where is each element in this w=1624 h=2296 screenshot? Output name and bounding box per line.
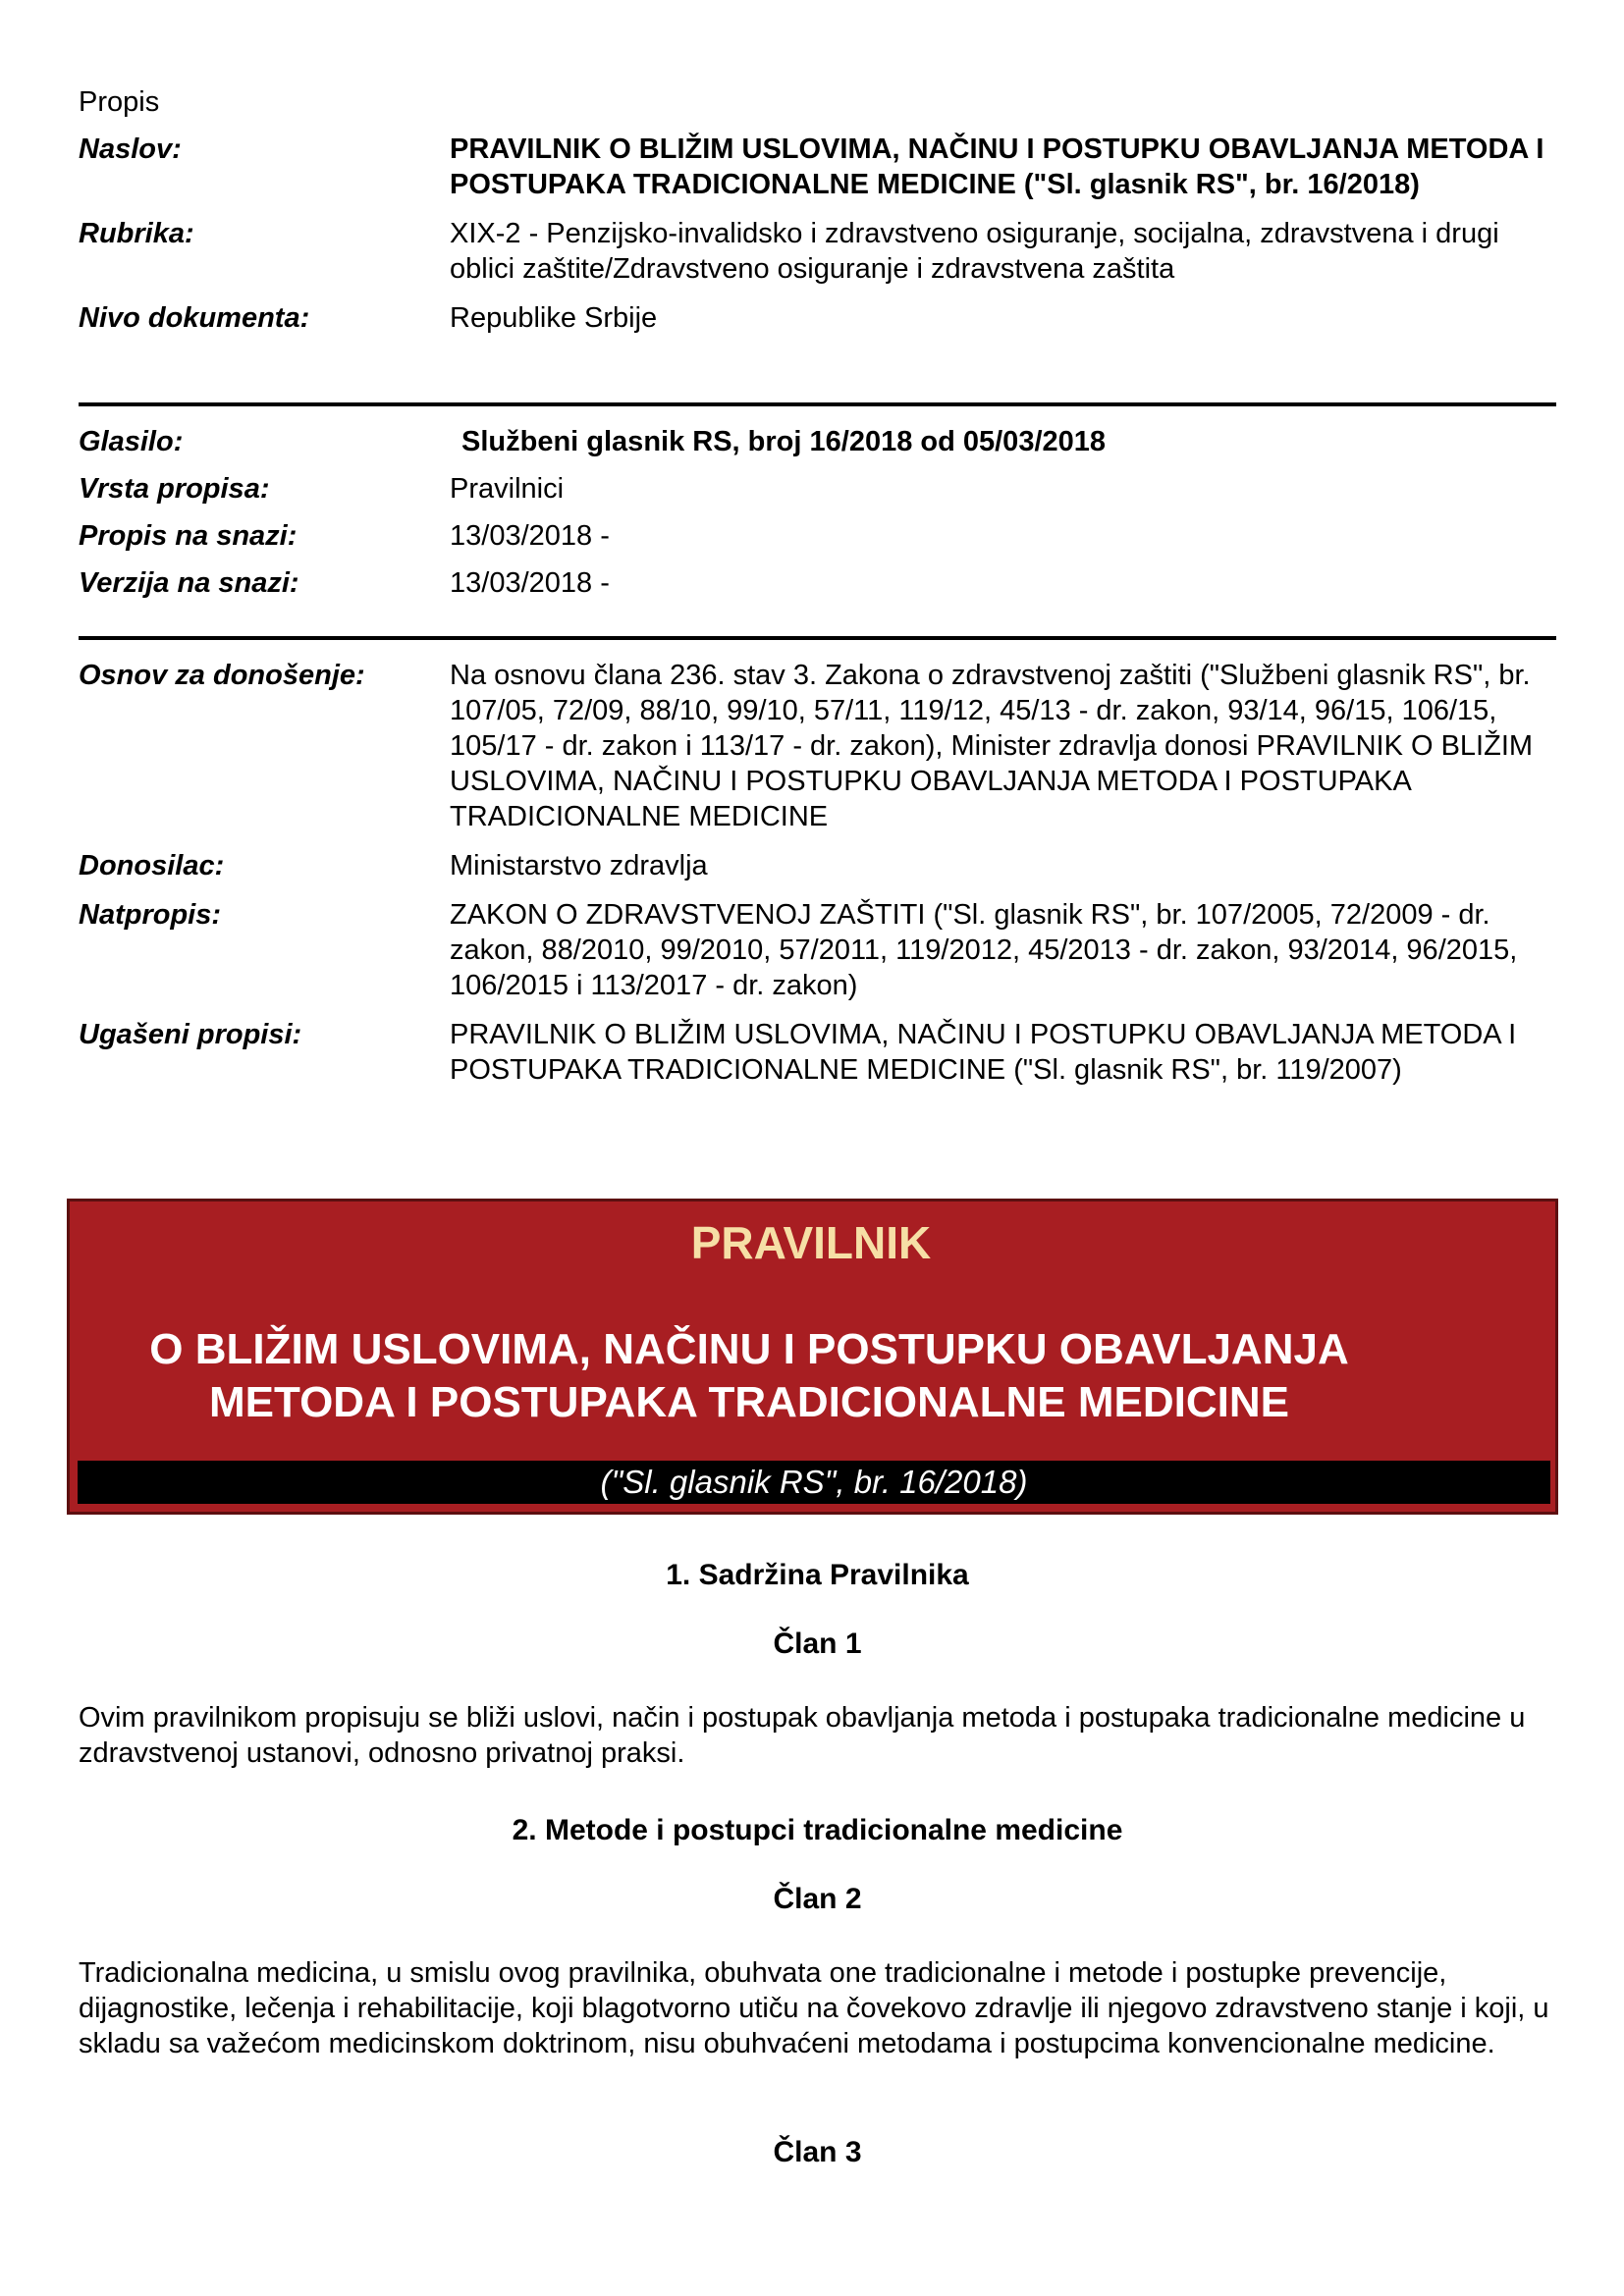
- meta-value-glasilo: Službeni glasnik RS, broj 16/2018 od 05/03/2018: [461, 426, 1107, 457]
- meta-value-propis-na-snazi: 13/03/2018 -: [450, 520, 610, 552]
- meta-label-verzija: Verzija na snazi:: [79, 567, 299, 599]
- section-heading: 1. Sadržina Pravilnika: [666, 1559, 969, 1591]
- meta-value-verzija: 13/03/2018 -: [450, 567, 610, 599]
- divider-rule: [79, 402, 1556, 406]
- meta-label-glasilo: Glasilo:: [79, 426, 184, 457]
- article-text: Ovim pravilnikom propisuju se bliži uslovi, način i postupak obavljanja metoda i postupaka tradicionalne medicine u zdravstvenoj ustanovi, odnosno privatnoj praksi.: [79, 1702, 1526, 1769]
- article-text: Tradicionalna medicina, u smislu ovog pravilnika, obuhvata one tradicionalne i metode i postupke prevencije, dijagnostike, lečenja i rehabilitacije, koji blagotvorno utiču na čovekovo zdravlje ili njegovo zdravstveno stanje i koji, u skladu sa važećom medicinskom doktrinom, nisu obuhvaćeni metodama i postupcima konvencionalne medicine.: [79, 1957, 1549, 2059]
- meta-row-donosilac: [79, 848, 1556, 883]
- metadata-top: [79, 132, 1556, 349]
- banner-gazette: ("Sl. glasnik RS", br. 16/2018): [78, 1461, 1550, 1504]
- metadata-bottom: [79, 658, 1556, 1101]
- banner-title: PRAVILNIK: [690, 1217, 932, 1268]
- meta-row-rubrika: [79, 216, 1556, 287]
- article-heading: Član 3: [773, 2136, 862, 2168]
- meta-row-glasilo: [79, 424, 1556, 459]
- meta-value-naslov: PRAVILNIK O BLIŽIM USLOVIMA, NAČINU I POSTUPKU OBAVLJANJA METODA I POSTUPAKA TRADICIONALNE MEDICINE ("Sl. glasnik RS", br. 16/2018): [450, 133, 1544, 200]
- meta-label-naslov: Naslov:: [79, 133, 182, 165]
- meta-label-vrsta: Vrsta propisa:: [79, 473, 270, 505]
- meta-value-nivo: Republike Srbije: [450, 302, 658, 334]
- title-banner: [67, 1199, 1558, 1515]
- meta-label-rubrika: Rubrika:: [79, 218, 194, 249]
- meta-value-vrsta: Pravilnici: [450, 473, 565, 505]
- meta-row-naslov: [79, 132, 1556, 202]
- meta-label-propis-na-snazi: Propis na snazi:: [79, 520, 298, 552]
- meta-label-ugaseni: Ugašeni propisi:: [79, 1019, 302, 1050]
- meta-value-donosilac: Ministarstvo zdravlja: [450, 850, 708, 881]
- meta-row-vrsta: [79, 471, 1556, 507]
- banner-subtitle: O BLIŽIM USLOVIMA, NAČINU I POSTUPKU OBAVLJANJA METODA I POSTUPAKA TRADICIONALNE MEDICINE: [149, 1325, 1349, 1426]
- meta-label-osnov: Osnov za donošenje:: [79, 660, 365, 691]
- meta-label-donosilac: Donosilac:: [79, 850, 225, 881]
- meta-row-propis-na-snazi: [79, 518, 1556, 554]
- section-heading: 2. Metode i postupci tradicionalne medicine: [512, 1814, 1123, 1846]
- meta-label-nivo: Nivo dokumenta:: [79, 302, 310, 334]
- divider-rule: [79, 636, 1556, 640]
- article-heading: Član 1: [773, 1628, 862, 1660]
- meta-value-natpropis: ZAKON O ZDRAVSTVENOJ ZAŠTITI ("Sl. glasnik RS", br. 107/2005, 72/2009 - dr. zakon, 88/2010, 99/2010, 57/2011, 119/2012, 45/2013 - dr. zakon, 93/2014, 96/2015, 106/2015 i 113/2017 - dr. zakon): [450, 899, 1518, 1001]
- article-heading: Član 2: [773, 1883, 862, 1915]
- meta-row-ugaseni: [79, 1017, 1556, 1088]
- meta-row-nivo: [79, 300, 1556, 336]
- propis-label: Propis: [79, 86, 160, 118]
- meta-row-natpropis: [79, 897, 1556, 1003]
- meta-row-verzija: [79, 565, 1556, 601]
- meta-value-rubrika: XIX-2 - Penzijsko-invalidsko i zdravstveno osiguranje, socijalna, zdravstvena i drugi oblici zaštite/Zdravstveno osiguranje i zdravstvena zaštita: [450, 218, 1499, 285]
- metadata-middle: [79, 424, 1556, 613]
- meta-value-osnov: Na osnovu člana 236. stav 3. Zakona o zdravstvenoj zaštiti ("Službeni glasnik RS", br. 107/05, 72/09, 88/10, 99/10, 57/11, 119/12, 45/13 - dr. zakon, 93/14, 96/15, 106/15, 105/17 - dr. zakon i 113/17 - dr. zakon), Minister zdravlja donosi PRAVILNIK O BLIŽIM USLOVIMA, NAČINU I POSTUPKU OBAVLJANJA METODA I POSTUPAKA TRADICIONALNE MEDICINE: [450, 660, 1534, 832]
- meta-value-ugaseni: PRAVILNIK O BLIŽIM USLOVIMA, NAČINU I POSTUPKU OBAVLJANJA METODA I POSTUPAKA TRADICIONALNE MEDICINE ("Sl. glasnik RS", br. 119/2007): [450, 1019, 1517, 1086]
- meta-label-natpropis: Natpropis:: [79, 899, 221, 931]
- meta-row-osnov: [79, 658, 1556, 834]
